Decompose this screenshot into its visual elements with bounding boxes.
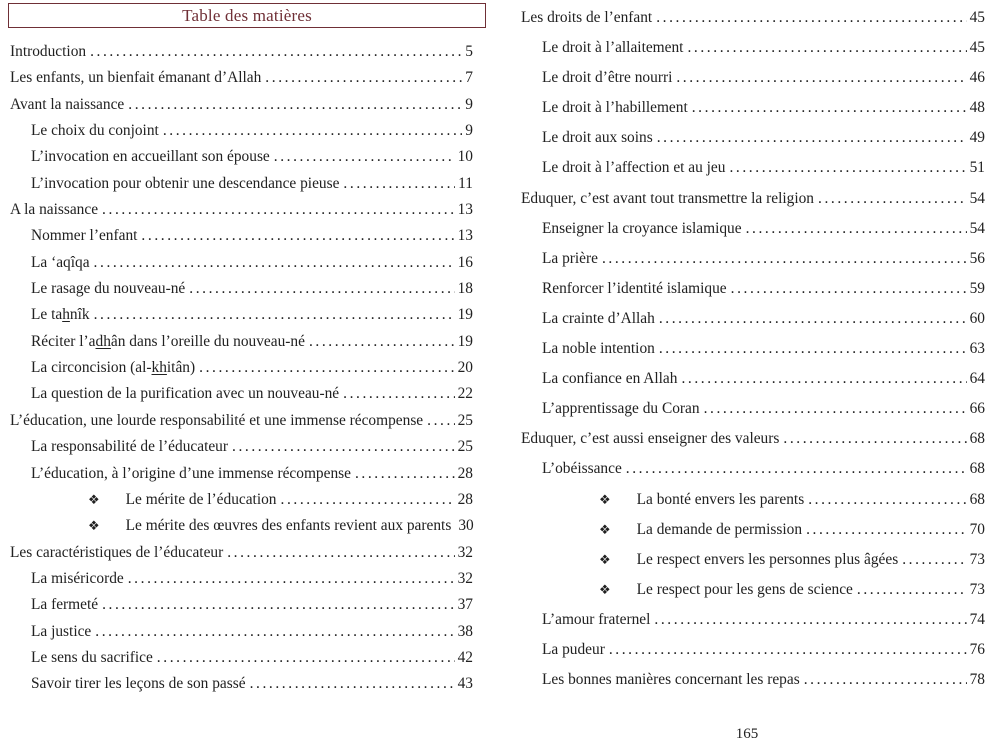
dot-leader <box>818 184 967 214</box>
toc-entry-label: Le rasage du nouveau-né <box>31 280 186 298</box>
toc-entry <box>521 153 985 183</box>
toc-entry-page: 64 <box>969 370 985 388</box>
toc-entry <box>521 214 985 244</box>
dot-leader <box>189 276 454 302</box>
toc-entry <box>521 394 985 424</box>
toc-entry-page: 25 <box>457 438 473 456</box>
dot-leader <box>250 671 455 697</box>
toc-entry-page: 9 <box>465 95 473 113</box>
dot-leader <box>157 645 455 671</box>
dot-leader <box>232 434 455 460</box>
toc-entry-page: 22 <box>457 385 473 403</box>
dot-leader <box>90 39 462 65</box>
toc-entry <box>521 485 985 515</box>
toc-entry <box>521 515 985 545</box>
toc-entry-label: Les bonnes manières concernant les repas <box>542 671 800 689</box>
toc-entry-label: Le droit d’être nourri <box>542 69 673 87</box>
toc-entry-label: Réciter l’adhân dans l’oreille du nouveau-né <box>31 332 305 350</box>
toc-entry-label: L’invocation en accueillant son épouse <box>31 148 270 166</box>
toc-entry <box>10 197 473 223</box>
page-title: Table des matières <box>182 5 312 25</box>
toc-entry-label: La fermeté <box>31 596 99 614</box>
toc-entry <box>521 334 985 364</box>
toc-entry-label: La pudeur <box>542 640 605 658</box>
toc-entry-label: Nommer l’enfant <box>31 227 138 245</box>
dot-leader <box>102 197 455 223</box>
toc-entry-page: 59 <box>969 279 985 297</box>
toc-entry-page: 49 <box>969 129 985 147</box>
toc-entry-page: 68 <box>969 430 985 448</box>
toc-entry-page: 19 <box>457 332 473 350</box>
toc-entry <box>10 118 473 144</box>
toc-entry-page: 28 <box>457 490 473 508</box>
toc-entry-label: La prière <box>542 249 598 267</box>
toc-entry-page: 32 <box>457 569 473 587</box>
toc-entry-page: 13 <box>457 201 473 219</box>
toc-entry-page: 25 <box>457 411 473 429</box>
toc-entry-page: 42 <box>457 648 473 666</box>
toc-entry <box>10 65 473 91</box>
toc-entry <box>10 592 473 618</box>
toc-entry <box>10 92 473 118</box>
diamond-bullet-icon: ❖ <box>599 521 611 537</box>
toc-entry <box>10 381 473 407</box>
toc-entry <box>10 619 473 645</box>
toc-entry-page: 60 <box>969 309 985 327</box>
toc-entry-page: 78 <box>969 671 985 689</box>
toc-entry <box>10 276 473 302</box>
dot-leader <box>94 302 455 328</box>
toc-entry-page: 20 <box>457 359 473 377</box>
toc-entry-page: 66 <box>969 400 985 418</box>
toc-entry-page: 9 <box>465 122 473 140</box>
toc-entry <box>10 540 473 566</box>
toc-entry-page: 30 <box>458 517 474 535</box>
toc-column-left <box>10 39 473 698</box>
dot-leader <box>902 545 966 575</box>
toc-entry-page: 68 <box>969 490 985 508</box>
dot-leader <box>274 144 455 170</box>
toc-entry <box>10 302 473 328</box>
toc-entry-label: Eduquer, c’est aussi enseigner des valeurs <box>521 430 780 448</box>
toc-entry <box>521 33 985 63</box>
dot-leader <box>656 3 966 33</box>
toc-entry-page: 18 <box>457 280 473 298</box>
toc-entry-label: Le sens du sacrifice <box>31 648 153 666</box>
dot-leader <box>163 118 462 144</box>
toc-entry-label: L’éducation, à l’origine d’une immense récompense <box>31 464 351 482</box>
toc-entry <box>10 250 473 276</box>
toc-entry-label: L’amour fraternel <box>542 610 651 628</box>
dot-leader <box>704 394 967 424</box>
toc-entry-label: Enseigner la croyance islamique <box>542 219 742 237</box>
toc-entry-label: La confiance en Allah <box>542 370 678 388</box>
toc-entry <box>10 223 473 249</box>
toc-entry <box>521 545 985 575</box>
toc-entry-label: La justice <box>31 622 92 640</box>
toc-entry-label: Le choix du conjoint <box>31 122 159 140</box>
toc-entry-page: 73 <box>969 550 985 568</box>
toc-entry <box>521 244 985 274</box>
diamond-bullet-icon: ❖ <box>599 551 611 567</box>
dot-leader <box>659 334 967 364</box>
toc-entry-label: La circoncision (al-khitân) <box>31 359 196 377</box>
toc-entry-page: 37 <box>457 596 473 614</box>
toc-entry <box>10 487 473 513</box>
toc-entry-page: 48 <box>969 99 985 117</box>
toc-entry-label: L’apprentissage du Coran <box>542 400 700 418</box>
dot-leader <box>808 485 966 515</box>
dot-leader <box>227 540 454 566</box>
toc-entry-label: L’obéissance <box>542 460 622 478</box>
toc-entry-label: Le mérite des œuvres des enfants revient aux parents <box>125 517 452 535</box>
dot-leader <box>609 635 967 665</box>
toc-entry <box>521 184 985 214</box>
diamond-bullet-icon: ❖ <box>599 581 611 597</box>
toc-entry-page: 10 <box>457 148 473 166</box>
dot-leader <box>128 566 455 592</box>
dot-leader <box>95 619 454 645</box>
toc-entry-page: 45 <box>969 9 985 26</box>
dot-leader <box>281 487 455 513</box>
toc-entry <box>10 513 473 539</box>
dot-leader <box>654 605 966 635</box>
dot-leader <box>602 244 967 274</box>
dot-leader <box>265 65 462 91</box>
diamond-bullet-icon: ❖ <box>88 491 100 507</box>
toc-entry <box>10 434 473 460</box>
dot-leader <box>687 33 966 63</box>
toc-entry-label: La crainte d’Allah <box>542 309 655 327</box>
toc-entry-page: 13 <box>457 227 473 245</box>
toc-entry <box>10 355 473 381</box>
toc-entry-page: 11 <box>458 174 473 192</box>
toc-entry-page: 76 <box>969 640 985 658</box>
dot-leader <box>676 63 966 93</box>
toc-entry-label: Le tahnîk <box>31 306 90 324</box>
toc-entry-label: Savoir tirer les leçons de son passé <box>31 675 246 693</box>
toc-entry <box>521 304 985 334</box>
toc-entry-label: Eduquer, c’est avant tout transmettre la religion <box>521 189 814 207</box>
toc-entry-page: 46 <box>969 69 985 87</box>
dot-leader <box>692 93 967 123</box>
diamond-bullet-icon: ❖ <box>88 518 100 534</box>
toc-entry <box>521 364 985 394</box>
toc-entry <box>10 566 473 592</box>
toc-entry <box>10 408 473 434</box>
toc-entry-page: 7 <box>465 69 473 87</box>
toc-entry <box>521 665 985 695</box>
toc-entry <box>521 424 985 454</box>
dot-leader <box>343 171 455 197</box>
dot-leader <box>199 355 454 381</box>
toc-entry <box>521 605 985 635</box>
toc-entry-label: Le respect envers les personnes plus âgées <box>636 550 899 568</box>
toc-entry-label: Les droits de l’enfant <box>521 9 653 26</box>
toc-entry <box>521 635 985 665</box>
toc-entry-label: Le droit à l’affection et au jeu <box>542 159 726 177</box>
toc-entry-label: Les enfants, un bienfait émanant d’Allah <box>10 69 262 87</box>
toc-entry-label: La ‘aqîqa <box>31 253 90 271</box>
toc-title-box <box>8 3 486 28</box>
dot-leader <box>427 408 454 434</box>
toc-entry-page: 68 <box>969 460 985 478</box>
toc-entry-label: L’éducation, une lourde responsabilité et une immense récompense <box>10 411 424 429</box>
toc-entry <box>10 171 473 197</box>
toc-entry <box>10 144 473 170</box>
toc-entry-label: Renforcer l’identité islamique <box>542 279 727 297</box>
toc-column-right <box>521 3 985 695</box>
toc-entry-page: 63 <box>969 340 985 358</box>
dot-leader <box>857 575 967 605</box>
dot-leader <box>729 153 966 183</box>
toc-entry <box>10 671 473 697</box>
toc-entry-page: 74 <box>969 610 985 628</box>
toc-entry-page: 51 <box>969 159 985 177</box>
diamond-bullet-icon: ❖ <box>599 491 611 507</box>
toc-entry-label: La bonté envers les parents <box>636 490 805 508</box>
toc-entry-page: 54 <box>969 189 985 207</box>
toc-entry <box>10 645 473 671</box>
toc-entry-page: 32 <box>457 543 473 561</box>
toc-entry-label: Le respect pour les gens de science <box>636 580 853 598</box>
dot-leader <box>343 381 454 407</box>
toc-entry <box>521 3 985 33</box>
toc-entry <box>521 123 985 153</box>
dot-leader <box>355 461 455 487</box>
toc-entry-page: 73 <box>969 580 985 598</box>
toc-entry-page: 45 <box>969 39 985 57</box>
toc-entry-label: Le droit à l’habillement <box>542 99 688 117</box>
toc-entry-label: Avant la naissance <box>10 95 125 113</box>
toc-entry-page: 19 <box>457 306 473 324</box>
dot-leader <box>746 214 967 244</box>
toc-entry <box>10 329 473 355</box>
toc-entry-label: Le droit à l’allaitement <box>542 39 684 57</box>
toc-entry-label: La question de la purification avec un nouveau-né <box>31 385 340 403</box>
dot-leader <box>94 250 455 276</box>
toc-entry-page: 43 <box>457 675 473 693</box>
toc-entry-label: L’invocation pour obtenir une descendance pieuse <box>31 174 340 192</box>
dot-leader <box>626 454 967 484</box>
dot-leader <box>657 123 967 153</box>
page-number: 165 <box>735 726 759 742</box>
toc-entry <box>10 39 473 65</box>
toc-entry <box>521 93 985 123</box>
toc-entry <box>521 63 985 93</box>
toc-entry-label: La miséricorde <box>31 569 124 587</box>
toc-entry-page: 54 <box>969 219 985 237</box>
toc-entry-label: Introduction <box>10 43 87 60</box>
dot-leader <box>141 223 454 249</box>
dot-leader <box>128 92 462 118</box>
toc-entry <box>521 575 985 605</box>
toc-entry-page: 70 <box>969 520 985 538</box>
toc-entry <box>521 274 985 304</box>
toc-entry <box>10 461 473 487</box>
toc-entry-label: Le droit aux soins <box>542 129 653 147</box>
dot-leader <box>309 329 455 355</box>
toc-entry-page: 28 <box>457 464 473 482</box>
dot-leader <box>102 592 455 618</box>
toc-entry <box>521 454 985 484</box>
dot-leader <box>804 665 967 695</box>
toc-entry-page: 38 <box>457 622 473 640</box>
dot-leader <box>783 424 966 454</box>
toc-entry-page: 5 <box>465 43 473 60</box>
toc-entry-label: La demande de permission <box>636 520 803 538</box>
toc-entry-label: Les caractéristiques de l’éducateur <box>10 543 224 561</box>
toc-entry-label: Le mérite de l’éducation <box>125 490 277 508</box>
toc-entry-label: La noble intention <box>542 340 655 358</box>
toc-entry-label: La responsabilité de l’éducateur <box>31 438 228 456</box>
dot-leader <box>681 364 966 394</box>
toc-entry-label: A la naissance <box>10 201 99 219</box>
toc-entry-page: 56 <box>969 249 985 267</box>
dot-leader <box>659 304 967 334</box>
dot-leader <box>806 515 967 545</box>
dot-leader <box>731 274 967 304</box>
toc-entry-page: 16 <box>457 253 473 271</box>
